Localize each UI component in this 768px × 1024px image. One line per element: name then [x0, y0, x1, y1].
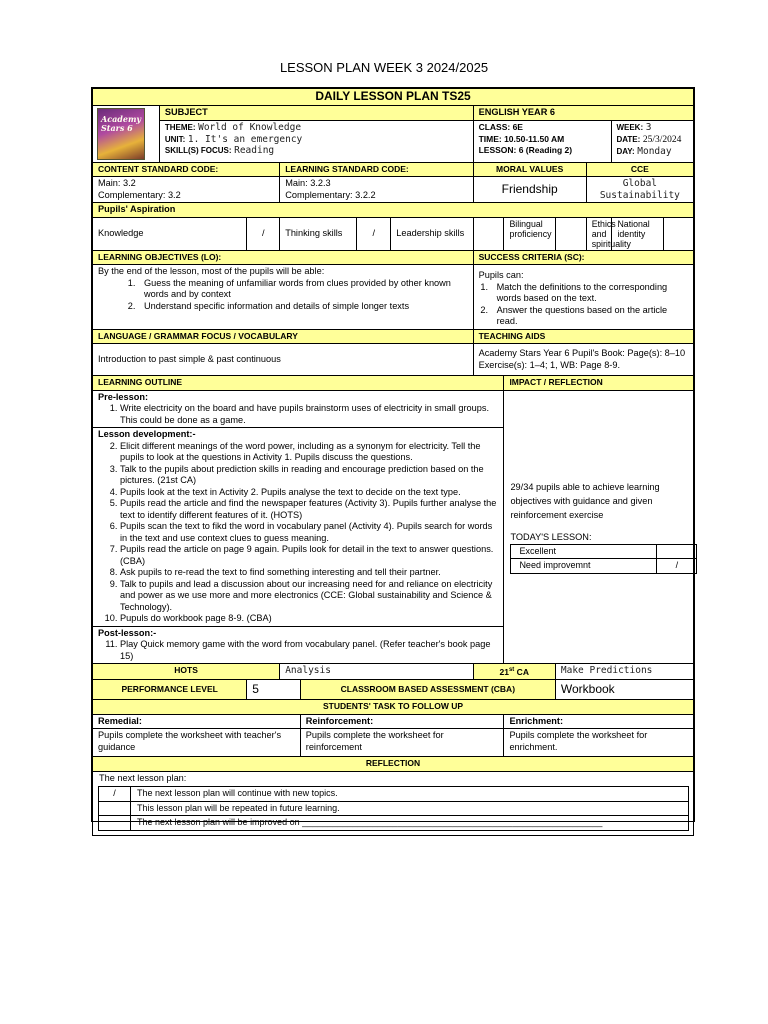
- pre-lesson-label: Pre-lesson:: [98, 391, 149, 402]
- theme-label: THEME:: [164, 123, 196, 133]
- sc-item: 2. Answer the questions based on the article read.: [491, 305, 688, 328]
- reflection-intro: The next lesson plan:: [99, 772, 187, 783]
- time-label: TIME: 10.50-11.50 AM: [478, 133, 565, 144]
- lesson-plan-table: [92, 88, 694, 836]
- date-value: 25/3/2024: [642, 134, 682, 145]
- content-standard-comp: Complementary: 3.2: [98, 189, 181, 200]
- moral-values-label: MORAL VALUES: [473, 162, 586, 177]
- page-title: LESSON PLAN WEEK 3 2024/2025: [279, 60, 489, 75]
- sc-label: SUCCESS CRITERIA (SC):: [473, 250, 693, 265]
- pre-lesson-item: 1. Write electricity on the board and have pupils brainstorm uses of electricity in small groups. This could be done as a game.: [120, 403, 498, 426]
- skill-label: SKILL(S) FOCUS:: [164, 146, 232, 156]
- enrichment-value: Pupils complete the worksheet for enrichment.: [504, 729, 694, 757]
- hots-value: Analysis: [280, 664, 473, 680]
- ca21-value: Make Predictions: [555, 664, 693, 680]
- subject-label: SUBJECT: [159, 105, 473, 121]
- post-lesson-block: [93, 627, 503, 664]
- content-standard-cell: [93, 177, 280, 203]
- sc-cell: [473, 265, 693, 330]
- sc-item: 1. Match the definitions to the corresponding words based on the text.: [491, 282, 688, 305]
- aspiration-leadership: Leadership skills: [391, 217, 473, 250]
- week-label: WEEK:: [616, 123, 644, 133]
- subject-value: ENGLISH YEAR 6: [473, 105, 693, 121]
- aspiration-national: National identity: [612, 217, 663, 250]
- development-item: 8. Ask pupils to re-read the text to find something interesting and tell their partner.: [120, 567, 498, 579]
- today-lesson-table: [510, 544, 697, 574]
- language-value: Introduction to past simple & past continuous: [93, 344, 474, 376]
- week-date-day-cell: [612, 121, 694, 162]
- teaching-aids-cell: [473, 344, 693, 376]
- pre-lesson-block: [93, 391, 503, 429]
- aspiration-knowledge-mark: /: [247, 217, 280, 250]
- cba-value: Workbook: [555, 680, 693, 700]
- development-label: Lesson development:-: [98, 429, 196, 439]
- development-item: 7. Pupils read the article on page 9 again. Pupils look for detail in the text to answer questions. (CBA): [120, 544, 498, 567]
- language-label: LANGUAGE / GRAMMAR FOCUS / VOCABULARY: [93, 329, 474, 344]
- task-label: STUDENTS' TASK TO FOLLOW UP: [93, 700, 694, 715]
- cce-value: Global Sustainability: [586, 177, 693, 203]
- lo-intro: By the end of the lesson, most of the pupils will be able:: [98, 266, 325, 276]
- reinforcement-label: Reinforcement:: [300, 714, 504, 729]
- lo-item: 2. Understand specific information and details of simple longer texts: [138, 301, 468, 313]
- development-item: 3. Talk to the pupils about prediction skills in reading and encourage prediction based on the pictures. (21st CA): [120, 464, 498, 487]
- lesson-label: LESSON: 6 (Reading 2): [478, 145, 573, 156]
- class-time-lesson-cell: [473, 121, 612, 162]
- reflection-label: REFLECTION: [93, 757, 694, 772]
- ca21-label: 21st CA: [473, 664, 555, 680]
- lo-cell: [93, 265, 474, 330]
- aspiration-bilingual-mark: [555, 217, 586, 250]
- unit-value: 1. It's an emergency: [187, 133, 303, 145]
- post-lesson-label: Post-lesson:-: [98, 627, 157, 638]
- development-item: 6. Pupils scan the text to fikd the word in vocabulary panel (Activity 4). Pupils search for words in the text and use context clues to guess meaning.: [120, 521, 498, 544]
- reflection-table: [98, 786, 689, 831]
- post-lesson-item: 11. Play Quick memory game with the word from vocabulary panel. (Refer teacher's book page 15): [120, 639, 498, 662]
- plan-title: DAILY LESSON PLAN TS25: [93, 89, 694, 106]
- teaching-aids-line2: Exercise(s): 1–4; 1, WB: Page 8-9.: [478, 359, 621, 370]
- remedial-label: Remedial:: [93, 714, 301, 729]
- day-label: DAY:: [616, 147, 635, 157]
- aspiration-label: Pupils' Aspiration: [93, 203, 694, 218]
- reflection-cell: [93, 771, 694, 835]
- today-lesson-label: TODAY'S LESSON:: [510, 532, 592, 542]
- impact-cell: [504, 390, 694, 664]
- aspiration-knowledge: Knowledge: [93, 217, 247, 250]
- learning-standard-comp: Complementary: 3.2.2: [285, 189, 376, 200]
- today-need-improvement: Need improvemnt: [511, 559, 657, 574]
- reinforcement-value: Pupils complete the worksheet for reinforcement: [300, 729, 504, 757]
- reflection-option: The next lesson plan will continue with new topics.: [131, 787, 689, 802]
- hots-label: HOTS: [93, 664, 280, 680]
- aspiration-thinking-mark: /: [357, 217, 391, 250]
- content-standard-main: Main: 3.2: [98, 178, 136, 188]
- class-label: CLASS: 6E: [478, 122, 523, 133]
- aspiration-leadership-mark: [473, 217, 504, 250]
- book-cover-cell: [93, 105, 160, 162]
- learning-standard-cell: [280, 177, 473, 203]
- performance-level-label: PERFORMANCE LEVEL: [93, 680, 247, 700]
- impact-text: 29/34 pupils able to achieve learning objectives with guidance and given reinforcement exercise: [510, 482, 660, 520]
- aspiration-bilingual: Bilingual proficiency: [504, 217, 555, 250]
- teaching-aids-line1: Academy Stars Year 6 Pupil's Book: Page(s): 8–10: [478, 348, 686, 358]
- enrichment-label: Enrichment:: [504, 714, 694, 729]
- development-item: 9. Talk to pupils and lead a discussion about our increasing need for and reliance on electricity and power as we use more and more electronics (CCE: Global sustainability and Science & Technology).: [120, 579, 498, 614]
- teaching-aids-label: TEACHING AIDS: [473, 329, 693, 344]
- sc-intro: Pupils can:: [478, 270, 524, 280]
- reflection-mark: /: [99, 787, 131, 802]
- development-item: 2. Elicit different meanings of the word power, including as a synonym for electricity. Tell the pupils to look at the questions in Activity 1. Pupils discuss the questions.: [120, 441, 498, 464]
- today-excellent: Excellent: [511, 544, 657, 559]
- day-value: Monday: [637, 146, 672, 158]
- reflection-option: The next lesson plan will be improved on ____________________________________________________________: [131, 816, 689, 831]
- today-excellent-mark: [657, 544, 697, 559]
- reflection-mark: [99, 801, 131, 816]
- theme-unit-skill-cell: [159, 121, 473, 162]
- unit-label: UNIT:: [164, 134, 186, 144]
- lo-label: LEARNING OBJECTIVES (LO):: [93, 250, 474, 265]
- development-block: [93, 428, 503, 627]
- outline-label: LEARNING OUTLINE: [93, 376, 504, 391]
- remedial-value: Pupils complete the worksheet with teacher's guidance: [93, 729, 301, 757]
- content-standard-label: CONTENT STANDARD CODE:: [93, 162, 280, 177]
- learning-standard-main: Main: 3.2.3: [285, 178, 331, 188]
- today-need-improvement-mark: /: [657, 559, 697, 574]
- development-item: 5. Pupils read the article and find the newspaper features (Activity 3). Pupils further analyse the text to identify different features of it. (HOTS): [120, 498, 498, 521]
- learning-standard-label: LEARNING STANDARD CODE:: [280, 162, 473, 177]
- reflection-mark: [99, 816, 131, 831]
- week-value: 3: [645, 122, 652, 134]
- skill-value: Reading: [234, 145, 275, 157]
- lo-item: 1. Guess the meaning of unfamiliar words from clues provided by other known words and by context: [138, 278, 468, 301]
- lesson-plan-sheet: [91, 87, 695, 828]
- aspiration-national-mark: [663, 217, 693, 250]
- theme-value: World of Knowledge: [198, 122, 302, 134]
- aspiration-thinking: Thinking skills: [280, 217, 357, 250]
- development-item: 10. Pupuls do workbook page 8-9. (CBA): [120, 613, 498, 625]
- outline-cell: [93, 390, 504, 664]
- book-cover-image: Academy Stars 6: [97, 108, 145, 160]
- development-item: 4. Pupils look at the text in Activity 2. Pupils analyse the text to decide on the text type.: [120, 487, 498, 499]
- date-label: DATE:: [616, 134, 641, 144]
- moral-values-value: Friendship: [473, 177, 586, 203]
- impact-label: IMPACT / REFLECTION: [504, 376, 694, 391]
- reflection-option: This lesson plan will be repeated in future learning.: [131, 801, 689, 816]
- cce-label: CCE: [586, 162, 693, 177]
- cba-label: CLASSROOM BASED ASSESSMENT (CBA): [300, 680, 555, 700]
- aspiration-ethics: Ethics and spirituality: [586, 217, 612, 250]
- performance-level-value: 5: [247, 680, 300, 700]
